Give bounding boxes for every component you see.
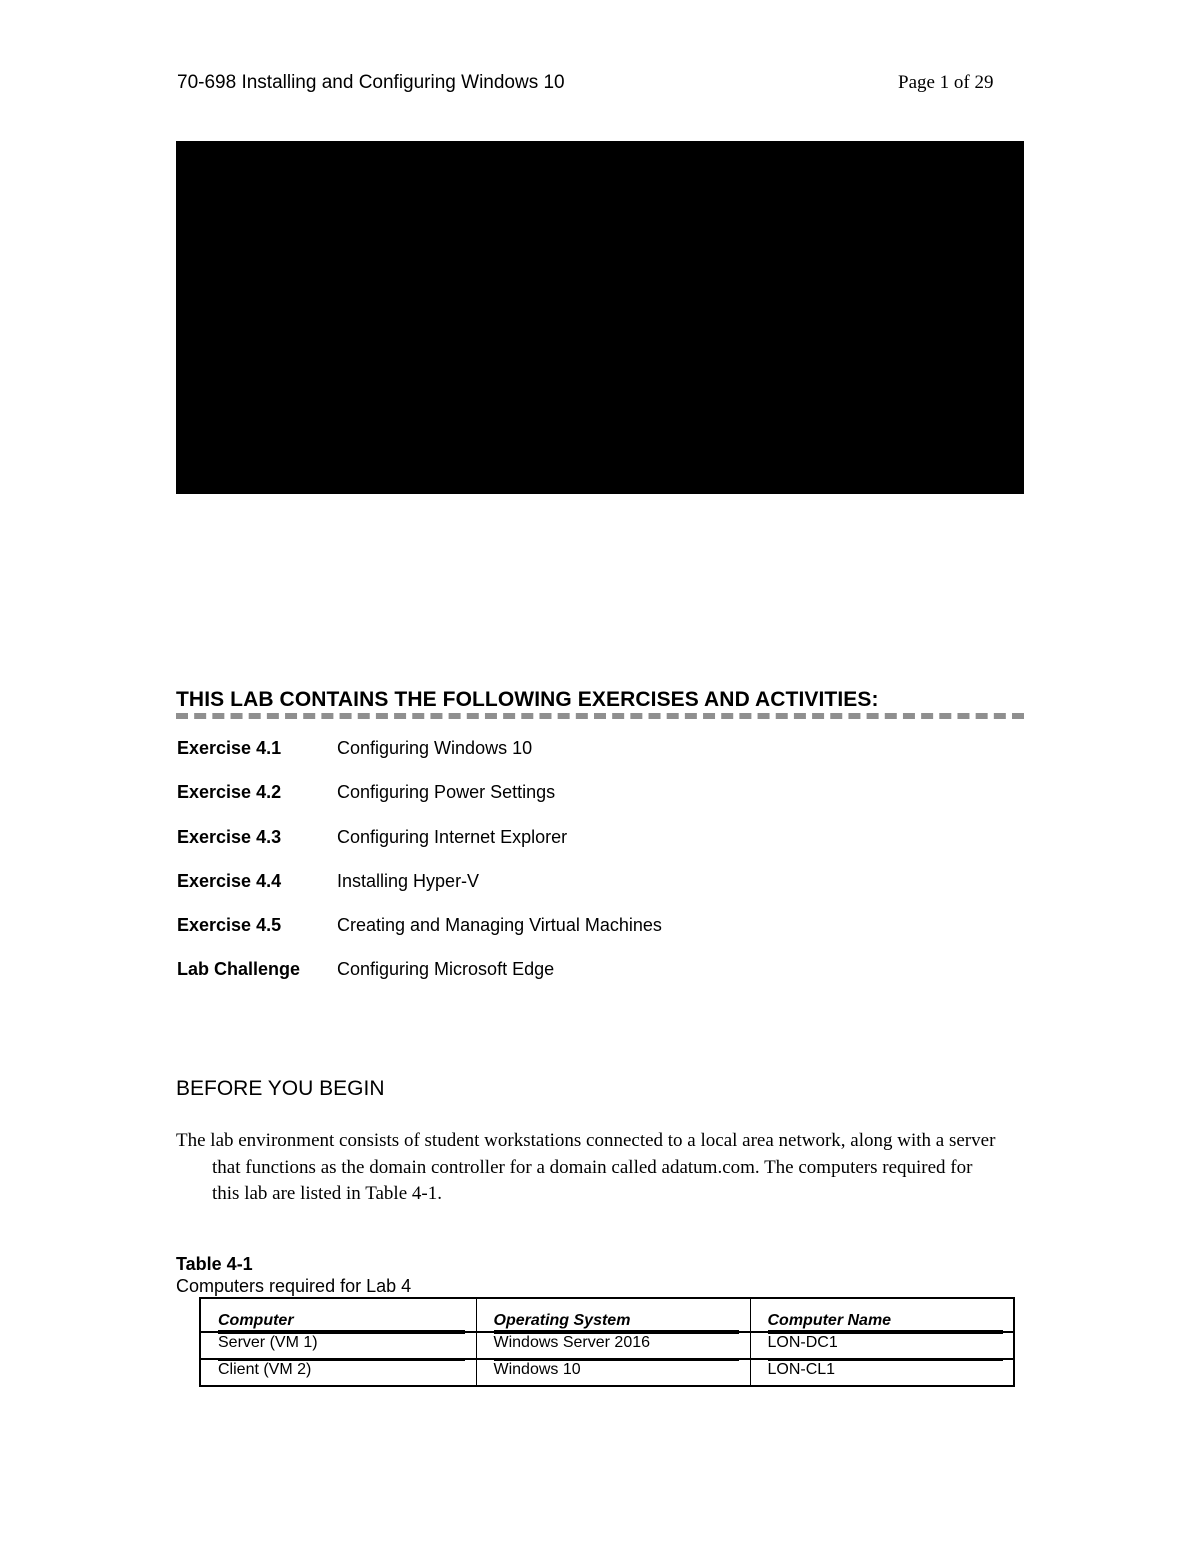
exercise-title: Configuring Windows 10 [337,738,533,758]
exercise-title: Configuring Microsoft Edge [337,959,555,980]
heading-divider [176,713,1024,719]
table-header-row [200,1298,1014,1332]
exercise-label: Lab Challenge [177,959,301,980]
exercise-label: Exercise 4.1 [177,738,282,758]
table-row [200,1359,1014,1386]
exercises-heading: THIS LAB CONTAINS THE FOLLOWING EXERCISES AND ACTIVITIES: [176,688,879,711]
table-cell: Server (VM 1) [200,1332,476,1359]
exercise-title: Configuring Power Settings [337,782,556,803]
exercise-item [177,871,662,915]
exercise-title: Creating and Managing Virtual Machines [337,915,662,936]
exercise-item [177,827,662,871]
exercise-title: Installing Hyper-V [337,870,480,891]
exercise-label: Exercise 4.3 [177,826,282,847]
course-title: 70-698 Installing and Configuring Windows 10 [177,72,565,93]
table-label: Table 4-1 [176,1254,253,1274]
exercise-label: Exercise 4.2 [177,782,282,803]
table-cell: Windows Server 2016 [476,1332,750,1359]
page-number: Page 1 of 29 [898,72,994,93]
table-cell: Windows 10 [476,1359,750,1386]
exercise-item [177,915,662,959]
exercise-label: Exercise 4.5 [177,915,282,936]
exercise-title: Configuring Internet Explorer [337,826,568,847]
exercise-item [177,782,662,826]
table-row [200,1332,1014,1359]
column-header: Computer Name [750,1298,1014,1332]
table-cell: Client (VM 2) [200,1359,476,1386]
before-you-begin-heading: BEFORE YOU BEGIN [176,1077,385,1100]
lab-challenge-item [177,959,662,1003]
column-header: Operating System [476,1298,750,1332]
exercise-label: Exercise 4.4 [177,870,282,891]
exercise-list [177,738,662,1004]
computers-table [199,1297,1015,1387]
table-caption: Computers required for Lab 4 [176,1276,412,1296]
table-cell: LON-DC1 [750,1332,1014,1359]
exercise-item [177,738,662,782]
table-cell: LON-CL1 [750,1359,1014,1386]
redacted-cover-image [176,141,1024,494]
intro-paragraph: The lab environment consists of student workstations connected to a local area network, along with a server that functions as the domain controller for a domain called adatum.com. The computers required for this lab are listed in Table 4-1. [176,1130,996,1204]
column-header: Computer [200,1298,476,1332]
